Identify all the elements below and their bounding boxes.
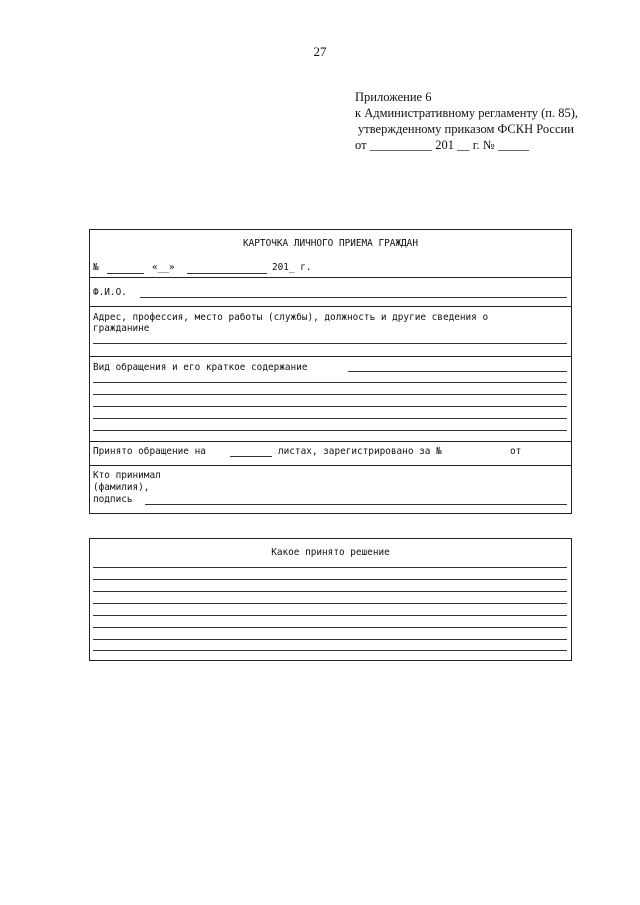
card-number-label: №: [93, 262, 99, 273]
decision-card: [89, 538, 572, 661]
reception-card: [89, 229, 572, 514]
who-accepted-label-line3: подпись: [93, 494, 133, 505]
decision-field-line[interactable]: [93, 591, 567, 592]
divider: [90, 441, 571, 442]
who-accepted-label-line1: Кто принимал: [93, 470, 161, 481]
address-label-line1: Адрес, профессия, место работы (службы), должность и другие сведения о: [93, 312, 489, 323]
who-accepted-label-line2: (фамилия),: [93, 482, 150, 493]
appendix-title: Приложение 6: [355, 90, 432, 104]
sheets-count-field[interactable]: [230, 456, 272, 457]
card-month-field[interactable]: [187, 273, 267, 274]
decision-field-line[interactable]: [93, 615, 567, 616]
appeal-field-line[interactable]: [93, 382, 567, 383]
appendix-header: [355, 89, 578, 153]
sheets-label: листах, зарегистрировано за №: [278, 446, 442, 457]
appeal-field[interactable]: [348, 371, 567, 372]
fio-label: Ф.И.О.: [93, 287, 127, 298]
decision-field-line[interactable]: [93, 603, 567, 604]
divider: [90, 277, 571, 278]
divider: [90, 306, 571, 307]
accepted-label: Принято обращение на: [93, 446, 206, 457]
decision-field-line[interactable]: [93, 627, 567, 628]
decision-field-line[interactable]: [93, 650, 567, 651]
appendix-reference: к Административному регламенту (п. 85),: [355, 106, 579, 120]
signature-field[interactable]: [145, 504, 567, 505]
decision-field-line[interactable]: [93, 567, 567, 568]
address-label-line2: гражданине: [93, 323, 150, 334]
appeal-field-line[interactable]: [93, 418, 567, 419]
appeal-field-line[interactable]: [93, 394, 567, 395]
appendix-approval: утвержденному приказом ФСКН России: [358, 122, 574, 136]
appeal-field-line[interactable]: [93, 406, 567, 407]
decision-title: Какое принято решение: [271, 547, 390, 558]
card-number-field[interactable]: [107, 273, 144, 274]
from-label: от: [510, 446, 522, 457]
divider: [90, 465, 571, 466]
divider: [90, 356, 571, 357]
decision-field-line[interactable]: [93, 639, 567, 640]
appeal-field-line[interactable]: [93, 430, 567, 431]
decision-field-line[interactable]: [93, 579, 567, 580]
card-year-label: 201_ г.: [272, 262, 312, 273]
address-field-line[interactable]: [93, 343, 567, 344]
appeal-label: Вид обращения и его краткое содержание: [93, 362, 308, 373]
fio-field[interactable]: [140, 297, 567, 298]
appendix-date-number: от __________ 201 __ г. № _____: [355, 138, 530, 152]
card-title: КАРТОЧКА ЛИЧНОГО ПРИЕМА ГРАЖДАН: [243, 238, 418, 249]
page-number: 27: [313, 44, 327, 59]
card-day-field[interactable]: «__»: [152, 262, 175, 273]
